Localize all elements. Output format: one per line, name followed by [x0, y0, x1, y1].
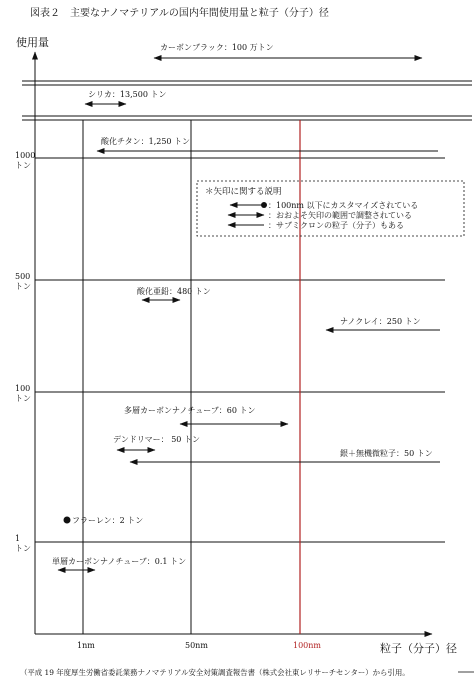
legend-item-text: ：サブミクロンの粒子（分子）もある	[268, 221, 404, 230]
y-tick-100	[15, 384, 33, 403]
legend	[197, 181, 464, 236]
series-label: 多層カーボンナノチューブ：60 トン	[124, 406, 256, 415]
legend-title: ＊矢印に関する説明	[205, 187, 282, 197]
y-tick-500	[15, 272, 33, 291]
x-axis-title: 粒子（分子）径	[380, 642, 457, 655]
series-dendrimer	[113, 435, 200, 450]
x-tick-1nm: 1nm	[77, 641, 95, 650]
series-silica	[85, 90, 166, 104]
series-label: デンドリマー： 50 トン	[113, 435, 200, 444]
series-label: ナノクレイ：250 トン	[340, 317, 421, 326]
series-titanium-oxide	[97, 136, 438, 151]
series-label: 酸化チタン：1,250 トン	[101, 137, 191, 146]
series-label: 銀＋無機微粒子：50 トン	[340, 449, 433, 458]
y-tick-unit: トン	[15, 282, 31, 291]
series-mwcnt	[124, 405, 288, 424]
y-axis-title: 使用量	[16, 36, 49, 49]
x-tick-50nm: 50nm	[185, 641, 208, 650]
y-tick-value: 100	[15, 384, 31, 393]
series-zinc-oxide	[137, 286, 211, 300]
series-label: 単層カーボンナノチューブ：0.1 トン	[52, 557, 187, 566]
legend-marker-dot-arrow	[230, 202, 267, 208]
series-nanoclay	[326, 317, 440, 330]
x-tick-100nm: 100nm	[293, 641, 322, 650]
series-label: カーボンブラック：100 万トン	[160, 43, 274, 52]
y-tick-value: 1000	[15, 151, 36, 160]
y-tick-1	[15, 534, 31, 553]
y-tick-unit: トン	[15, 394, 31, 403]
legend-item-text: ：おおよそ矢印の範囲で調整されている	[268, 211, 412, 220]
series-silver-inorganic	[130, 448, 440, 462]
series-label: シリカ：13,500 トン	[88, 90, 167, 99]
figure-title: 図表２ 主要なナノマテリアルの国内年間使用量と粒子（分子）径	[30, 8, 329, 19]
y-tick-unit: トン	[15, 544, 31, 553]
series-carbon-black	[154, 43, 422, 58]
series-swcnt	[52, 556, 186, 570]
point-marker	[64, 517, 71, 524]
y-tick-1000	[15, 151, 38, 170]
series-label: 酸化亜鉛：480 トン	[137, 287, 211, 296]
y-tick-unit: トン	[15, 161, 31, 170]
series-label: フラーレン：2 トン	[72, 516, 144, 525]
axis-break-lower	[22, 116, 472, 120]
axis-break-upper	[22, 81, 472, 85]
series-fullerene	[64, 516, 144, 525]
y-tick-value: 1	[15, 534, 21, 543]
legend-item-text: ：100nm 以下にカスタマイズされている	[268, 201, 419, 210]
source-caption: （平成 19 年度厚生労働省委託業務ナノマテリアル安全対策調査報告書（株式会社東レリサーチセンター）から引用。	[20, 668, 410, 677]
y-tick-value: 500	[15, 272, 31, 281]
